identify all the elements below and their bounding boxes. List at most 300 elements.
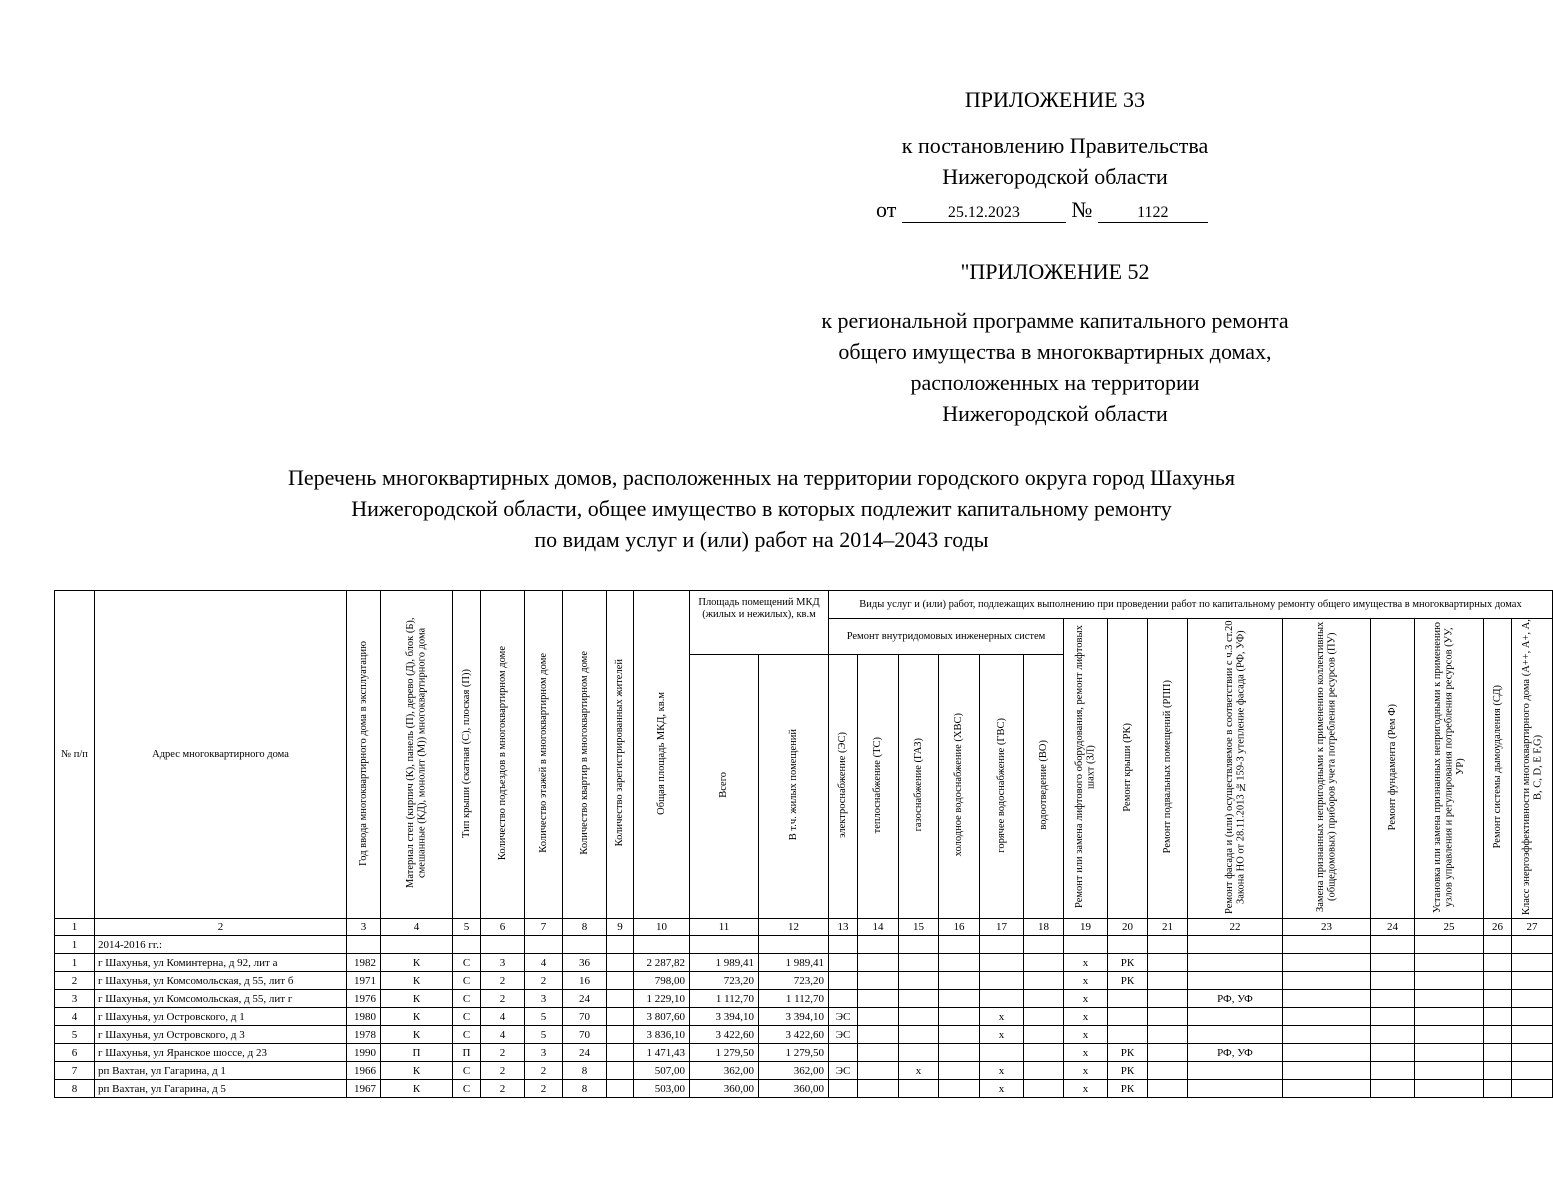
column-number-row <box>55 919 1553 936</box>
table-cell <box>1512 990 1553 1008</box>
table-cell <box>899 1026 939 1044</box>
table-cell: П <box>453 1044 481 1062</box>
table-cell: ЭС <box>829 1062 858 1080</box>
table-cell: 3 836,10 <box>634 1026 690 1044</box>
col-header-6: Количество подъездов в многоквартирном доме <box>481 591 525 919</box>
col-header-23: Замена признанных непригодными к применению коллективных (общедомовых) приборов учета потребления ресурсов (ПУ) <box>1283 619 1371 919</box>
table-cell: 3 807,60 <box>634 1008 690 1026</box>
table-cell: г Шахунья, ул Островского, д 3 <box>95 1026 347 1044</box>
table-cell <box>1415 990 1484 1008</box>
table-cell: 507,00 <box>634 1062 690 1080</box>
table-cell <box>1024 990 1064 1008</box>
table-cell <box>980 972 1024 990</box>
table-cell: 16 <box>563 972 607 990</box>
table-cell: 1 279,50 <box>690 1044 759 1062</box>
appendix-main-title: ПРИЛОЖЕНИЕ 33 <box>964 87 1146 112</box>
table-cell <box>607 1044 634 1062</box>
table-cell: х <box>980 1008 1024 1026</box>
from-label: от <box>876 197 897 222</box>
table-cell: 798,00 <box>634 972 690 990</box>
table-cell <box>1415 1044 1484 1062</box>
table-cell <box>858 972 899 990</box>
table-cell <box>899 954 939 972</box>
program-line-3: расположенных на территории <box>910 370 1200 395</box>
table-cell <box>1484 1026 1512 1044</box>
table-cell <box>1283 954 1371 972</box>
table-cell <box>1188 1080 1283 1098</box>
col-header-7: Количество этажей в многоквартирном доме <box>525 591 563 919</box>
table-cell <box>1108 1008 1148 1026</box>
table-cell: 1971 <box>347 972 381 990</box>
period-row <box>55 936 1553 954</box>
table-cell <box>1283 1026 1371 1044</box>
table-cell: 70 <box>563 1008 607 1026</box>
table-cell <box>899 990 939 1008</box>
table-cell <box>1283 1044 1371 1062</box>
table-cell <box>1371 1008 1415 1026</box>
table-cell: 1 989,41 <box>690 954 759 972</box>
table-cell: 3 <box>525 1044 563 1062</box>
table-cell <box>1512 1008 1553 1026</box>
table-cell <box>1188 1008 1283 1026</box>
table-cell: К <box>381 990 453 1008</box>
document-title-line-1: Перечень многоквартирных домов, расположенных на территории городского округа город Шахунья <box>287 465 1236 490</box>
table-cell <box>1188 1062 1283 1080</box>
table-cell: х <box>1064 1026 1108 1044</box>
table-cell: 1 112,70 <box>759 990 829 1008</box>
col-header-21: Ремонт подвальных помещений (РПП) <box>1148 619 1188 919</box>
housing-table <box>54 590 1553 1098</box>
table-cell <box>1188 972 1283 990</box>
table-cell <box>1371 990 1415 1008</box>
table-cell: х <box>1064 1008 1108 1026</box>
column-number: 3 <box>347 919 381 936</box>
column-number: 6 <box>481 919 525 936</box>
table-cell: ЭС <box>829 1008 858 1026</box>
col-header-8: Количество квартир в многоквартирном доме <box>563 591 607 919</box>
table-cell: 723,20 <box>759 972 829 990</box>
table-cell <box>1148 990 1188 1008</box>
table-cell: 3 <box>481 954 525 972</box>
table-cell: 2 <box>55 972 95 990</box>
table-cell <box>980 1044 1024 1062</box>
table-cell <box>858 990 899 1008</box>
table-cell: 503,00 <box>634 1080 690 1098</box>
table-cell <box>1024 972 1064 990</box>
table-cell: 3 422,60 <box>759 1026 829 1044</box>
table-cell <box>1283 1008 1371 1026</box>
table-cell: 5 <box>55 1026 95 1044</box>
area-group-header: Площадь помещений МКД (жилых и нежилых), кв.м <box>690 591 829 655</box>
table-cell <box>1024 1026 1064 1044</box>
date-field: 25.12.2023 <box>902 204 1066 223</box>
table-cell <box>939 1080 980 1098</box>
table-cell <box>829 1080 858 1098</box>
document-title-line-3: по видам услуг и (или) работ на 2014–2043 годы <box>534 527 989 552</box>
table-cell: х <box>1064 990 1108 1008</box>
table-cell: 24 <box>563 990 607 1008</box>
table-cell: 7 <box>55 1062 95 1080</box>
col-header-19: Ремонт или замена лифтового оборудования, ремонт лифтовых шахт (ЗЛ) <box>1064 619 1108 919</box>
table-cell: 4 <box>481 1008 525 1026</box>
table-cell: 2 <box>481 990 525 1008</box>
column-number: 4 <box>381 919 453 936</box>
table-cell: 5 <box>525 1008 563 1026</box>
table-cell: х <box>1064 1080 1108 1098</box>
table-cell: 3 394,10 <box>690 1008 759 1026</box>
number-field: 1122 <box>1098 204 1208 223</box>
column-number: 2 <box>95 919 347 936</box>
appendix-quote-title: "ПРИЛОЖЕНИЕ 52 <box>960 259 1150 284</box>
table-cell <box>1484 972 1512 990</box>
table-cell <box>939 1044 980 1062</box>
column-number: 15 <box>899 919 939 936</box>
col-header-2: Адрес многоквартирного дома <box>95 591 347 919</box>
column-number: 14 <box>858 919 899 936</box>
table-cell: 2 <box>481 1080 525 1098</box>
table-cell <box>1512 1026 1553 1044</box>
table-cell: 2 <box>481 1044 525 1062</box>
table-cell <box>1148 1044 1188 1062</box>
table-cell <box>1512 954 1553 972</box>
table-cell: 723,20 <box>690 972 759 990</box>
table-cell <box>1024 1044 1064 1062</box>
table-body <box>55 919 1553 1098</box>
table-cell <box>980 990 1024 1008</box>
table-cell <box>1188 954 1283 972</box>
table-cell: 5 <box>525 1026 563 1044</box>
table-cell <box>899 1044 939 1062</box>
col-header-14: теплоснабжение (ТС) <box>858 655 899 919</box>
table-cell: х <box>980 1080 1024 1098</box>
services-group-header: Виды услуг и (или) работ, подлежащих выполнению при проведении работ по капитальному ремонту общего имущества в многоквартирных домах <box>829 591 1553 619</box>
column-number: 17 <box>980 919 1024 936</box>
table-cell <box>1283 972 1371 990</box>
table-cell: 1976 <box>347 990 381 1008</box>
col-header-4: Материал стен (кирпич (К), панель (П), дерево (Д), блок (Б), смешанные (КД), монолит (М)) многоквартирного дома <box>381 591 453 919</box>
column-number: 7 <box>525 919 563 936</box>
table-row <box>55 1080 1553 1098</box>
table-cell <box>899 1008 939 1026</box>
col-header-25: Установка или замена признанных непригодными к применению узлов управления и регулирования потребления ресурсов (УУ, УР) <box>1415 619 1484 919</box>
table-cell: г Шахунья, ул Яранское шоссе, д 23 <box>95 1044 347 1062</box>
table-cell: 1 471,43 <box>634 1044 690 1062</box>
table-cell <box>1415 1008 1484 1026</box>
table-cell: 2 287,82 <box>634 954 690 972</box>
column-number: 23 <box>1283 919 1371 936</box>
col-header-13: электроснабжение (ЭС) <box>829 655 858 919</box>
table-cell <box>939 972 980 990</box>
table-cell <box>1415 972 1484 990</box>
table-cell: П <box>381 1044 453 1062</box>
table-cell <box>1484 1008 1512 1026</box>
table-cell <box>980 954 1024 972</box>
table-cell: К <box>381 972 453 990</box>
period-num: 1 <box>55 936 95 954</box>
table-cell <box>829 972 858 990</box>
table-cell <box>858 954 899 972</box>
col-header-27: Класс энергоэффективности многоквартирного дома (А++, А+, А, B, C, D, E F,G) <box>1512 619 1553 919</box>
table-cell: РК <box>1108 1080 1148 1098</box>
col-header-26: Ремонт системы дымоудаления (СД) <box>1484 619 1512 919</box>
column-number: 21 <box>1148 919 1188 936</box>
program-line-2: общего имущества в многоквартирных домах, <box>838 339 1272 364</box>
column-number: 13 <box>829 919 858 936</box>
table-cell: 3 394,10 <box>759 1008 829 1026</box>
column-number: 24 <box>1371 919 1415 936</box>
column-number: 22 <box>1188 919 1283 936</box>
table-cell: 8 <box>563 1062 607 1080</box>
table-cell: К <box>381 1026 453 1044</box>
table-cell: 3 <box>525 990 563 1008</box>
col-header-3: Год ввода многоквартирного дома в эксплуатацию <box>347 591 381 919</box>
table-cell: рп Вахтан, ул Гагарина, д 5 <box>95 1080 347 1098</box>
table-cell <box>1371 1062 1415 1080</box>
column-number: 20 <box>1108 919 1148 936</box>
table-cell <box>1415 1026 1484 1044</box>
table-cell: 2 <box>525 1062 563 1080</box>
column-number: 5 <box>453 919 481 936</box>
column-number: 11 <box>690 919 759 936</box>
table-cell: 1967 <box>347 1080 381 1098</box>
table-cell <box>1108 990 1148 1008</box>
table-cell: РФ, УФ <box>1188 1044 1283 1062</box>
table-cell: 1 <box>55 954 95 972</box>
table-cell: 2 <box>525 972 563 990</box>
table-cell <box>1415 1080 1484 1098</box>
program-line-4: Нижегородской области <box>942 401 1168 426</box>
table-cell <box>858 1026 899 1044</box>
table-cell: 8 <box>55 1080 95 1098</box>
table-cell: г Шахунья, ул Коминтерна, д 92, лит а <box>95 954 347 972</box>
column-number: 16 <box>939 919 980 936</box>
table-cell: 1966 <box>347 1062 381 1080</box>
table-cell <box>1371 972 1415 990</box>
table-cell <box>1188 1026 1283 1044</box>
table-cell <box>607 1008 634 1026</box>
table-cell: РК <box>1108 1062 1148 1080</box>
resolution-line-2: Нижегородской области <box>942 164 1168 189</box>
col-header-17: горячее водоснабжение (ГВС) <box>980 655 1024 919</box>
table-cell <box>1484 954 1512 972</box>
column-number: 12 <box>759 919 829 936</box>
col-header-9: Количество зарегистрированных жителей <box>607 591 634 919</box>
table-row <box>55 1008 1553 1026</box>
table-cell <box>829 1044 858 1062</box>
table-cell: х <box>1064 972 1108 990</box>
resolution-line-1: к постановлению Правительства <box>901 133 1209 158</box>
table-cell: 2 <box>481 1062 525 1080</box>
table-cell: 8 <box>563 1080 607 1098</box>
table-row <box>55 972 1553 990</box>
table-cell: 1990 <box>347 1044 381 1062</box>
table-cell: х <box>1064 1062 1108 1080</box>
table-cell <box>858 1044 899 1062</box>
col-header-10: Общая площадь МКД, кв.м <box>634 591 690 919</box>
table-cell <box>1024 1008 1064 1026</box>
table-cell: х <box>1064 954 1108 972</box>
table-cell: РК <box>1108 972 1148 990</box>
table-cell <box>858 1008 899 1026</box>
table-cell: 1 229,10 <box>634 990 690 1008</box>
table-cell: 1 279,50 <box>759 1044 829 1062</box>
table-cell: РК <box>1108 1044 1148 1062</box>
table-cell: 1980 <box>347 1008 381 1026</box>
column-number: 10 <box>634 919 690 936</box>
column-number: 27 <box>1512 919 1553 936</box>
col-header-11: Всего <box>690 655 759 919</box>
table-cell: 4 <box>55 1008 95 1026</box>
table-cell <box>858 1062 899 1080</box>
table-cell: 70 <box>563 1026 607 1044</box>
table-cell <box>939 1008 980 1026</box>
table-cell: 36 <box>563 954 607 972</box>
table-cell: К <box>381 1062 453 1080</box>
table-cell <box>1484 1062 1512 1080</box>
table-cell <box>1283 1080 1371 1098</box>
col-header-16: холодное водоснабжение (ХВС) <box>939 655 980 919</box>
table-cell <box>939 1026 980 1044</box>
table-cell: 362,00 <box>759 1062 829 1080</box>
table-cell: К <box>381 1008 453 1026</box>
table-cell: С <box>453 972 481 990</box>
column-number: 25 <box>1415 919 1484 936</box>
table-cell <box>899 972 939 990</box>
document-title-line-2: Нижегородской области, общее имущество в которых подлежит капитальному ремонту <box>351 496 1172 521</box>
table-cell <box>1512 1062 1553 1080</box>
table-cell: 24 <box>563 1044 607 1062</box>
table-cell <box>1484 1080 1512 1098</box>
column-number: 9 <box>607 919 634 936</box>
period-label: 2014-2016 гг.: <box>95 936 347 954</box>
table-cell <box>1108 1026 1148 1044</box>
table-cell <box>1371 1044 1415 1062</box>
table-row <box>55 1026 1553 1044</box>
table-cell <box>1484 1044 1512 1062</box>
table-cell: 1 989,41 <box>759 954 829 972</box>
table-cell: х <box>899 1062 939 1080</box>
table-cell <box>607 954 634 972</box>
col-header-1: № п/п <box>55 591 95 919</box>
table-cell: РК <box>1108 954 1148 972</box>
table-cell: г Шахунья, ул Комсомольская, д 55, лит г <box>95 990 347 1008</box>
table-cell <box>1484 990 1512 1008</box>
table-cell <box>1512 1044 1553 1062</box>
table-cell: С <box>453 954 481 972</box>
number-label: № <box>1071 197 1093 222</box>
table-cell <box>607 990 634 1008</box>
col-header-5: Тип крыши (скатная (С), плоская (П)) <box>453 591 481 919</box>
table-cell: РФ, УФ <box>1188 990 1283 1008</box>
table-cell: 2 <box>525 1080 563 1098</box>
column-number: 18 <box>1024 919 1064 936</box>
table-cell: х <box>980 1026 1024 1044</box>
col-header-12: В т.ч. жилых помещений <box>759 655 829 919</box>
table-cell <box>1512 1080 1553 1098</box>
table-cell: ЭС <box>829 1026 858 1044</box>
table-cell: 1978 <box>347 1026 381 1044</box>
table-cell: С <box>453 990 481 1008</box>
table-cell <box>1148 972 1188 990</box>
table-cell: х <box>1064 1044 1108 1062</box>
table-cell <box>1371 1080 1415 1098</box>
table-cell <box>1148 1026 1188 1044</box>
table-cell <box>1148 1008 1188 1026</box>
table-cell <box>899 1080 939 1098</box>
table-cell: К <box>381 1080 453 1098</box>
table-cell: 3 422,60 <box>690 1026 759 1044</box>
table-cell <box>607 972 634 990</box>
table-cell <box>858 1080 899 1098</box>
table-cell: г Шахунья, ул Островского, д 1 <box>95 1008 347 1026</box>
table-cell: К <box>381 954 453 972</box>
table-cell <box>1024 1062 1064 1080</box>
table-cell <box>1024 954 1064 972</box>
table-cell: С <box>453 1008 481 1026</box>
table-cell: С <box>453 1062 481 1080</box>
col-header-20: Ремонт крыши (РК) <box>1108 619 1148 919</box>
table-cell <box>607 1080 634 1098</box>
table-cell: 4 <box>525 954 563 972</box>
table-cell: 3 <box>55 990 95 1008</box>
table-cell <box>1148 1062 1188 1080</box>
table-cell <box>1148 1080 1188 1098</box>
resolution-date-line <box>876 194 1208 225</box>
column-number: 19 <box>1064 919 1108 936</box>
table-cell <box>1371 954 1415 972</box>
table-cell <box>1415 1062 1484 1080</box>
table-cell <box>829 954 858 972</box>
table-cell: 360,00 <box>759 1080 829 1098</box>
table-cell: С <box>453 1026 481 1044</box>
table-cell <box>1415 954 1484 972</box>
table-cell <box>607 1062 634 1080</box>
table-cell: С <box>453 1080 481 1098</box>
table-row <box>55 1062 1553 1080</box>
column-number: 1 <box>55 919 95 936</box>
table-cell <box>939 1062 980 1080</box>
table-cell: х <box>980 1062 1024 1080</box>
table-cell: 360,00 <box>690 1080 759 1098</box>
table-row <box>55 954 1553 972</box>
col-header-24: Ремонт фундамента (Рем Ф) <box>1371 619 1415 919</box>
table-cell: г Шахунья, ул Комсомольская, д 55, лит б <box>95 972 347 990</box>
table-cell: 1 112,70 <box>690 990 759 1008</box>
table-cell: 1982 <box>347 954 381 972</box>
column-number: 26 <box>1484 919 1512 936</box>
table-cell: 2 <box>481 972 525 990</box>
col-header-18: водоотведение (ВО) <box>1024 655 1064 919</box>
col-header-22: Ремонт фасада и (или) осуществляемое в соответствии с ч.3 ст.20 Закона НО от 28.11.2013 №159-З утепление фасада (РФ, УФ) <box>1188 619 1283 919</box>
table-cell: 4 <box>481 1026 525 1044</box>
table-cell <box>1512 972 1553 990</box>
program-line-1: к региональной программе капитального ремонта <box>821 308 1289 333</box>
table-cell <box>939 954 980 972</box>
table-cell <box>829 990 858 1008</box>
column-number: 8 <box>563 919 607 936</box>
table-cell <box>1148 954 1188 972</box>
engineering-group-header: Ремонт внутридомовых инженерных систем <box>829 619 1064 655</box>
table-cell <box>607 1026 634 1044</box>
table-cell: 6 <box>55 1044 95 1062</box>
table-cell <box>1283 1062 1371 1080</box>
col-header-15: газоснабжение (ГАЗ) <box>899 655 939 919</box>
table-row <box>55 1044 1553 1062</box>
table-cell <box>1283 990 1371 1008</box>
table-cell: 362,00 <box>690 1062 759 1080</box>
table-cell <box>939 990 980 1008</box>
table-cell: рп Вахтан, ул Гагарина, д 1 <box>95 1062 347 1080</box>
